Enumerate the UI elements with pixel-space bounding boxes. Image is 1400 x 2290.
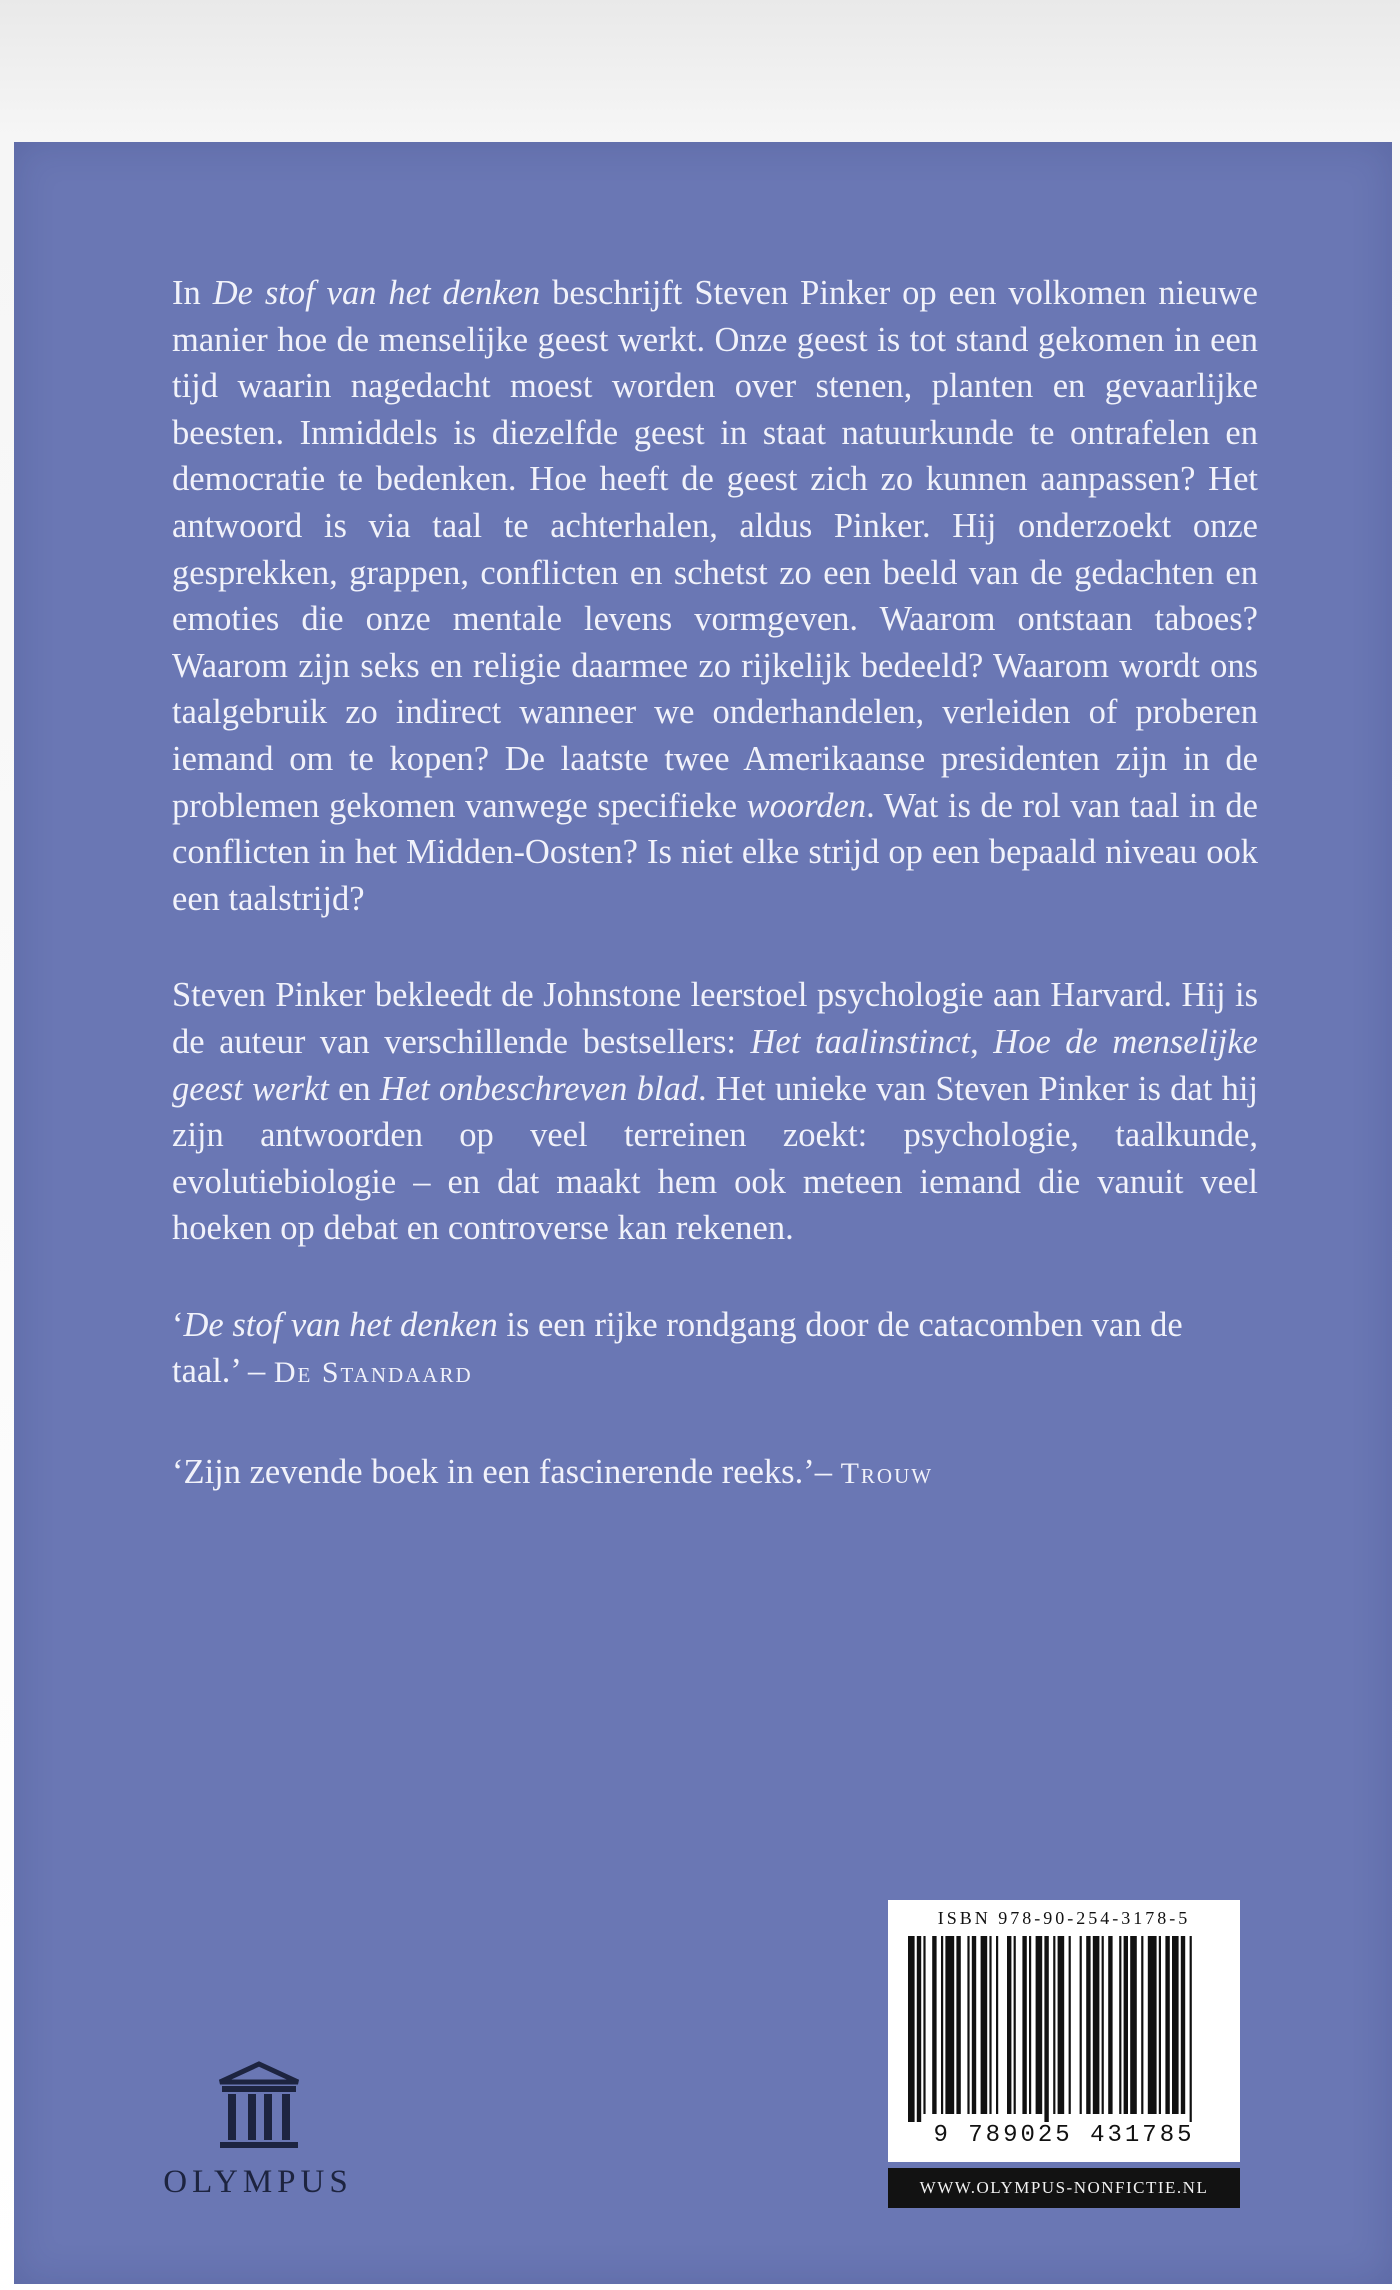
temple-icon	[216, 2060, 302, 2152]
publisher-name: OLYMPUS	[163, 2164, 353, 2200]
publisher-logo	[138, 2060, 378, 2210]
review-quote-trouw: ‘Zijn zevende boek in een fascinerende reeks.’– Trouw	[172, 1453, 934, 1492]
book-title-geest: Hoe de menselijke geest werkt	[172, 1022, 1258, 1108]
book-title-italic: De stof van het denken	[212, 274, 541, 312]
review-quote-standaard: ‘De stof van het denken is een rijke rondgang door de catacomben van de taal.’ – De Standaard	[172, 1305, 1183, 1391]
book-title-taalinstinct: Het taalinstinct	[750, 1022, 971, 1061]
isbn-label: ISBN 978-90-254-3178-5	[937, 1908, 1191, 1928]
author-bio-paragraph: Steven Pinker bekleedt de Johnstone leerstoel psychologie aan Harvard. Hij is de auteur van verschillende bestsellers: Het taalinstinct, Hoe de menselijke geest werkt en Het onbeschreven blad. Het unieke van Steven Pinker is dat hij zijn antwoorden op veel terreinen zoekt: psychologie, taalkunde, evolutiebiologie – en dat maakt hem ook meteen iemand die vanuit veel hoeken op debat en controverse kan rekenen.	[172, 976, 1258, 1248]
barcode-bars	[908, 1936, 1220, 2126]
isbn-digits: 9 789025 431785	[888, 2122, 1240, 2149]
publisher-website: WWW.OLYMPUS-NONFICTIE.NL	[888, 2168, 1240, 2208]
synopsis-paragraph: In De stof van het denken beschrijft Steven Pinker op een volkomen nieuwe manier hoe de menselijke geest werkt. Onze geest is tot stand gekomen in een tijd waarin nagedacht moest worden over stenen, planten en gevaarlijke beesten. Inmiddels is diezelfde geest in staat natuurkunde te ontrafelen en democratie te bedenken. Hoe heeft de geest zich zo kunnen aanpassen? Het antwoord is via taal te achterhalen, aldus Pinker. Hij onderzoekt onze gesprekken, grappen, conflicten en schetst zo een beeld van de gedachten en emoties die onze mentale levens vormgeven. Waarom ontstaan taboes? Waarom zijn seks en religie daarmee zo rijkelijk bedeeld? Waarom wordt ons taalgebruik zo indirect wanneer we onderhandelen, verleiden of proberen iemand om te kopen? De laatste twee Amerikaanse presidenten zijn in de problemen gekomen vanwege specifieke woorden. Wat is de rol van taal in de conflicten in het Midden-Oosten? Is niet elke strijd op een bepaald niveau ook een taalstrijd?	[172, 274, 1258, 918]
isbn-barcode	[888, 1900, 1240, 2162]
book-title-blad: Het onbeschreven blad	[379, 1069, 699, 1108]
review-source-trouw: Trouw	[840, 1457, 934, 1491]
review-source-standaard: De Standaard	[273, 1356, 473, 1390]
blurb-text	[172, 270, 1258, 1550]
emphasis-woorden: woorden	[746, 786, 867, 825]
